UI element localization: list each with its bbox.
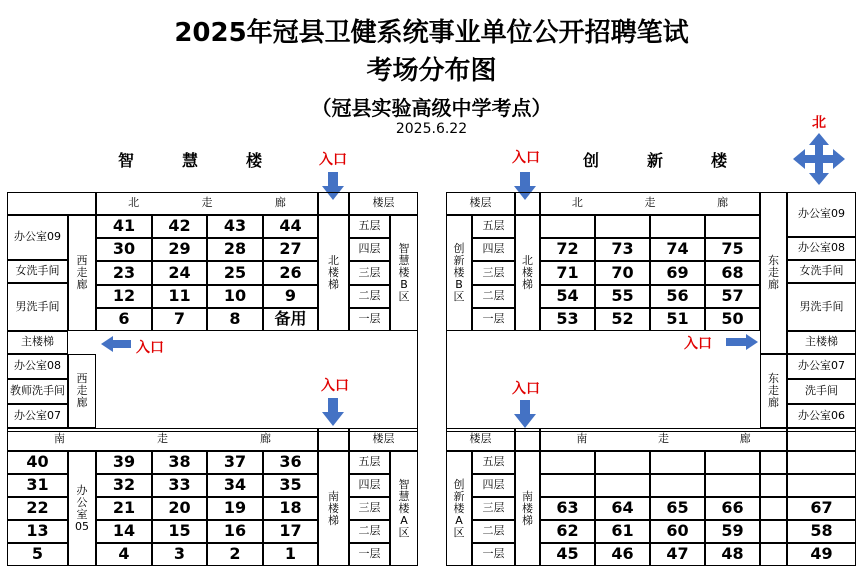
exam-room: 69 bbox=[650, 261, 705, 285]
floor-label: 四层 bbox=[349, 474, 390, 497]
women-restroom-left: 女洗手间 bbox=[7, 260, 68, 283]
exam-room: 53 bbox=[540, 308, 595, 331]
exam-room: 56 bbox=[650, 285, 705, 308]
exam-room: 61 bbox=[595, 520, 650, 543]
exam-room: 63 bbox=[540, 497, 595, 520]
floor-label: 二层 bbox=[349, 285, 390, 308]
exam-room: 44 bbox=[263, 215, 318, 238]
exam-date: 2025.6.22 bbox=[395, 121, 468, 137]
exam-room: 6 bbox=[96, 308, 152, 331]
men-restroom-left: 男洗手间 bbox=[7, 283, 68, 331]
exam-room: 66 bbox=[705, 497, 760, 520]
exam-room: 30 bbox=[96, 238, 152, 261]
office-09-right: 办公室09 bbox=[787, 192, 856, 237]
blank-cell bbox=[318, 192, 349, 215]
zone-a-label-left: 智 慧 楼 A 区 bbox=[390, 451, 418, 566]
exam-room: 72 bbox=[540, 238, 595, 261]
floor-label: 一层 bbox=[349, 543, 390, 566]
exam-room: 62 bbox=[540, 520, 595, 543]
exam-room: 43 bbox=[207, 215, 263, 238]
entrance-label-left-north: 入口 bbox=[319, 152, 347, 168]
exam-room bbox=[540, 215, 595, 238]
compass-north-label: 北 bbox=[812, 115, 826, 131]
teacher-restroom: 教师洗手间 bbox=[7, 379, 68, 404]
north-stairs-right: 北 楼 梯 bbox=[515, 215, 540, 331]
floor-header-left-south: 楼层 bbox=[349, 428, 418, 451]
exam-room: 5 bbox=[7, 543, 68, 566]
blank-cell bbox=[760, 474, 787, 497]
blank-cell bbox=[760, 520, 787, 543]
exam-room: 35 bbox=[263, 474, 318, 497]
men-restroom-right: 男洗手间 bbox=[787, 283, 856, 331]
office-07-right: 办公室07 bbox=[787, 354, 856, 379]
compass-icon bbox=[793, 133, 845, 185]
exam-room: 13 bbox=[7, 520, 68, 543]
exam-room: 9 bbox=[263, 285, 318, 308]
entrance-label-right-south: 入口 bbox=[512, 381, 540, 397]
exam-room: 37 bbox=[207, 451, 263, 474]
exam-room: 4 bbox=[96, 543, 152, 566]
exam-room: 27 bbox=[263, 238, 318, 261]
exam-room: 21 bbox=[96, 497, 152, 520]
exam-room: 10 bbox=[207, 285, 263, 308]
floor-label: 二层 bbox=[349, 520, 390, 543]
exam-room: 49 bbox=[787, 543, 856, 566]
page-subtitle: 考场分布图 bbox=[366, 56, 497, 86]
exam-room: 41 bbox=[96, 215, 152, 238]
floor-label: 四层 bbox=[472, 238, 515, 261]
exam-room: 45 bbox=[540, 543, 595, 566]
exam-room bbox=[705, 474, 760, 497]
exam-room: 57 bbox=[705, 285, 760, 308]
exam-room: 26 bbox=[263, 261, 318, 285]
west-corridor-upper: 西 走 廊 bbox=[68, 215, 96, 331]
exam-room: 47 bbox=[650, 543, 705, 566]
entrance-label-west: 入口 bbox=[136, 340, 164, 356]
exam-room: 46 bbox=[595, 543, 650, 566]
blank-cell bbox=[760, 543, 787, 566]
exam-room: 28 bbox=[207, 238, 263, 261]
exam-room: 75 bbox=[705, 238, 760, 261]
main-stairs-right: 主楼梯 bbox=[787, 331, 856, 354]
floor-label: 一层 bbox=[472, 308, 515, 331]
exam-room: 23 bbox=[96, 261, 152, 285]
floor-label: 五层 bbox=[472, 215, 515, 238]
floor-label: 三层 bbox=[472, 261, 515, 285]
north-corridor-header-right: 北 走 廊 bbox=[540, 192, 760, 215]
floor-label: 五层 bbox=[349, 215, 390, 238]
floor-header-right-south: 楼层 bbox=[446, 428, 515, 451]
floor-label: 四层 bbox=[472, 474, 515, 497]
page-title: 2025年冠县卫健系统事业单位公开招聘笔试 bbox=[174, 18, 689, 48]
exam-room: 24 bbox=[152, 261, 207, 285]
floor-label: 二层 bbox=[472, 285, 515, 308]
office-09-left: 办公室09 bbox=[7, 215, 68, 260]
exam-room: 33 bbox=[152, 474, 207, 497]
left-building-name: 智 慧 楼 bbox=[118, 151, 263, 170]
exam-room: 3 bbox=[152, 543, 207, 566]
exam-room: 39 bbox=[96, 451, 152, 474]
floor-label: 二层 bbox=[472, 520, 515, 543]
blank-cell bbox=[760, 497, 787, 520]
exam-room: 40 bbox=[7, 451, 68, 474]
venue-title: （冠县实验高级中学考点） bbox=[311, 96, 552, 120]
exam-room: 8 bbox=[207, 308, 263, 331]
floor-label: 四层 bbox=[349, 238, 390, 261]
exam-room: 74 bbox=[650, 238, 705, 261]
exam-room: 16 bbox=[207, 520, 263, 543]
office-08-left: 办公室08 bbox=[7, 354, 68, 379]
exam-room: 50 bbox=[705, 308, 760, 331]
women-restroom-right: 女洗手间 bbox=[787, 260, 856, 283]
south-stairs-left: 南 楼 梯 bbox=[318, 451, 349, 566]
exam-room: 71 bbox=[540, 261, 595, 285]
south-corridor-header-left: 南 走 廊 bbox=[7, 428, 318, 451]
floor-header-right-north: 楼层 bbox=[446, 192, 515, 215]
zone-b-label-right: 创 新 楼 B 区 bbox=[446, 215, 472, 331]
north-corridor-header-left: 北 走 廊 bbox=[96, 192, 318, 215]
exam-room bbox=[787, 451, 856, 474]
zone-b-label-left: 智 慧 楼 B 区 bbox=[390, 215, 418, 331]
west-corridor-lower: 西 走 廊 bbox=[68, 354, 96, 428]
south-stairs-right: 南 楼 梯 bbox=[515, 451, 540, 566]
exam-room: 36 bbox=[263, 451, 318, 474]
exam-room: 11 bbox=[152, 285, 207, 308]
exam-room bbox=[787, 474, 856, 497]
floor-header-left-north: 楼层 bbox=[349, 192, 418, 215]
exam-room: 67 bbox=[787, 497, 856, 520]
exam-room: 70 bbox=[595, 261, 650, 285]
exam-room: 58 bbox=[787, 520, 856, 543]
exam-room: 备用 bbox=[263, 308, 318, 331]
exam-room: 17 bbox=[263, 520, 318, 543]
office-07-left: 办公室07 bbox=[7, 404, 68, 428]
exam-room bbox=[705, 451, 760, 474]
office-05: 办 公 室 05 bbox=[68, 451, 96, 566]
north-stairs-left: 北 楼 梯 bbox=[318, 215, 349, 331]
exam-room: 68 bbox=[705, 261, 760, 285]
exam-room: 22 bbox=[7, 497, 68, 520]
exam-room: 54 bbox=[540, 285, 595, 308]
exam-room bbox=[705, 215, 760, 238]
floor-label: 五层 bbox=[349, 451, 390, 474]
entrance-label-right-north: 入口 bbox=[512, 150, 540, 166]
exam-room: 52 bbox=[595, 308, 650, 331]
exam-room: 1 bbox=[263, 543, 318, 566]
exam-room: 73 bbox=[595, 238, 650, 261]
exam-room: 2 bbox=[207, 543, 263, 566]
exam-room: 12 bbox=[96, 285, 152, 308]
exam-room: 55 bbox=[595, 285, 650, 308]
exam-room: 25 bbox=[207, 261, 263, 285]
floor-label: 五层 bbox=[472, 451, 515, 474]
blank-cell bbox=[515, 428, 540, 451]
exam-room: 64 bbox=[595, 497, 650, 520]
zone-a-label-right: 创 新 楼 A 区 bbox=[446, 451, 472, 566]
exam-room: 60 bbox=[650, 520, 705, 543]
floor-label: 三层 bbox=[349, 497, 390, 520]
exam-room: 42 bbox=[152, 215, 207, 238]
blank-cell bbox=[760, 451, 787, 474]
east-corridor-lower: 东 走 廊 bbox=[760, 354, 787, 428]
office-06-right: 办公室06 bbox=[787, 404, 856, 428]
right-building-name: 创 新 楼 bbox=[583, 151, 728, 170]
entrance-label-left-south: 入口 bbox=[321, 378, 349, 394]
floor-label: 三层 bbox=[349, 261, 390, 285]
exam-room: 18 bbox=[263, 497, 318, 520]
exam-room bbox=[595, 474, 650, 497]
exam-room: 48 bbox=[705, 543, 760, 566]
exam-room bbox=[595, 215, 650, 238]
exam-room bbox=[650, 474, 705, 497]
exam-room: 15 bbox=[152, 520, 207, 543]
exam-room bbox=[650, 451, 705, 474]
exam-room: 7 bbox=[152, 308, 207, 331]
exam-room: 20 bbox=[152, 497, 207, 520]
restroom-right: 洗手间 bbox=[787, 379, 856, 404]
exam-room bbox=[595, 451, 650, 474]
blank-cell bbox=[515, 192, 540, 215]
exam-room bbox=[650, 215, 705, 238]
exam-room: 34 bbox=[207, 474, 263, 497]
floor-label: 一层 bbox=[472, 543, 515, 566]
exam-room: 59 bbox=[705, 520, 760, 543]
exam-room: 38 bbox=[152, 451, 207, 474]
office-08-right: 办公室08 bbox=[787, 237, 856, 260]
exam-room: 32 bbox=[96, 474, 152, 497]
exam-room: 51 bbox=[650, 308, 705, 331]
floor-label: 三层 bbox=[472, 497, 515, 520]
blank-cell bbox=[787, 428, 856, 451]
entrance-label-east: 入口 bbox=[684, 336, 712, 352]
exam-room: 31 bbox=[7, 474, 68, 497]
floor-label: 一层 bbox=[349, 308, 390, 331]
east-corridor-upper: 东 走 廊 bbox=[760, 192, 787, 354]
blank-corner bbox=[7, 192, 96, 215]
exam-room: 19 bbox=[207, 497, 263, 520]
exam-room bbox=[540, 474, 595, 497]
exam-room bbox=[540, 451, 595, 474]
main-stairs-left: 主楼梯 bbox=[7, 331, 68, 354]
south-corridor-header-right: 南 走 廊 bbox=[540, 428, 787, 451]
blank-cell bbox=[318, 428, 349, 451]
exam-room: 14 bbox=[96, 520, 152, 543]
exam-room: 29 bbox=[152, 238, 207, 261]
exam-room: 65 bbox=[650, 497, 705, 520]
